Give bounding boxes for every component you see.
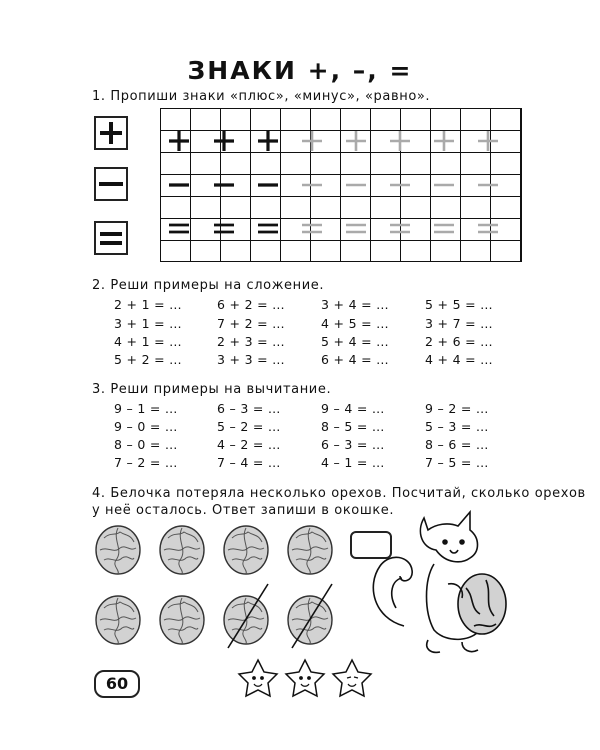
- addition-example: 2 + 3 = …: [217, 334, 285, 349]
- star-face-icon: [239, 660, 277, 696]
- plus-row: [169, 131, 498, 151]
- subtraction-example: 5 – 3 = …: [425, 419, 489, 434]
- subtraction-example: 9 – 2 = …: [425, 401, 489, 416]
- subtraction-example: 7 – 4 = …: [217, 455, 281, 470]
- equals-row: [169, 225, 498, 232]
- subtraction-example: 8 – 6 = …: [425, 437, 489, 452]
- walnut-icon: [160, 596, 204, 644]
- addition-example: 6 + 4 = …: [321, 352, 389, 367]
- subtraction-example: 8 – 0 = …: [114, 437, 178, 452]
- walnut-icon: [224, 526, 268, 574]
- subtraction-example: 5 – 2 = …: [217, 419, 281, 434]
- subtraction-example: 4 – 2 = …: [217, 437, 281, 452]
- subtraction-example: 6 – 3 = …: [321, 437, 385, 452]
- subtraction-example: 4 – 1 = …: [321, 455, 385, 470]
- subtraction-example: 9 – 4 = …: [321, 401, 385, 416]
- task1-text: 1. Пропиши знаки «плюс», «минус», «равно».: [92, 89, 431, 104]
- addition-example: 4 + 1 = …: [114, 334, 182, 349]
- subtraction-example: 8 – 5 = …: [321, 419, 385, 434]
- page-title: ЗНАКИ +, –, =: [187, 56, 413, 85]
- squirrel-icon: [366, 508, 516, 668]
- equals-sample-icon: [94, 221, 128, 255]
- walnut-icon: [96, 526, 140, 574]
- addition-example: 4 + 5 = …: [321, 316, 389, 331]
- star-face-icon: [286, 660, 324, 696]
- addition-example: 2 + 1 = …: [114, 297, 182, 312]
- writing-grid-signs: [160, 108, 522, 262]
- task3-text: 3. Реши примеры на вычитание.: [92, 382, 332, 397]
- addition-example: 3 + 1 = …: [114, 316, 182, 331]
- addition-example: 4 + 4 = …: [425, 352, 493, 367]
- walnuts-group: [88, 520, 338, 660]
- task2-text: 2. Реши примеры на сложение.: [92, 278, 325, 293]
- walnut-icon: [160, 526, 204, 574]
- addition-example: 3 + 3 = …: [217, 352, 285, 367]
- subtraction-example: 7 – 2 = …: [114, 455, 178, 470]
- minus-sample-icon: [94, 167, 128, 201]
- addition-example: 6 + 2 = …: [217, 297, 285, 312]
- addition-example: 7 + 2 = …: [217, 316, 285, 331]
- page-number: 60: [94, 670, 140, 698]
- subtraction-example: 9 – 0 = …: [114, 419, 178, 434]
- subtraction-example: 7 – 5 = …: [425, 455, 489, 470]
- stars-decoration: [230, 656, 380, 702]
- star-face-icon: [333, 660, 371, 696]
- walnut-icon: [288, 526, 332, 574]
- addition-example: 5 + 5 = …: [425, 297, 493, 312]
- walnut-icon: [96, 596, 140, 644]
- plus-sample-icon: [94, 116, 128, 150]
- subtraction-example: 6 – 3 = …: [217, 401, 281, 416]
- task4-text-line2: у неё осталось. Ответ запиши в окошке.: [92, 503, 395, 518]
- addition-example: 3 + 4 = …: [321, 297, 389, 312]
- addition-example: 3 + 7 = …: [425, 316, 493, 331]
- subtraction-example: 9 – 1 = …: [114, 401, 178, 416]
- addition-example: 5 + 2 = …: [114, 352, 182, 367]
- task4-text-line1: 4. Белочка потеряла несколько орехов. Посчитай, сколько орехов: [92, 486, 586, 501]
- addition-example: 5 + 4 = …: [321, 334, 389, 349]
- addition-example: 2 + 6 = …: [425, 334, 493, 349]
